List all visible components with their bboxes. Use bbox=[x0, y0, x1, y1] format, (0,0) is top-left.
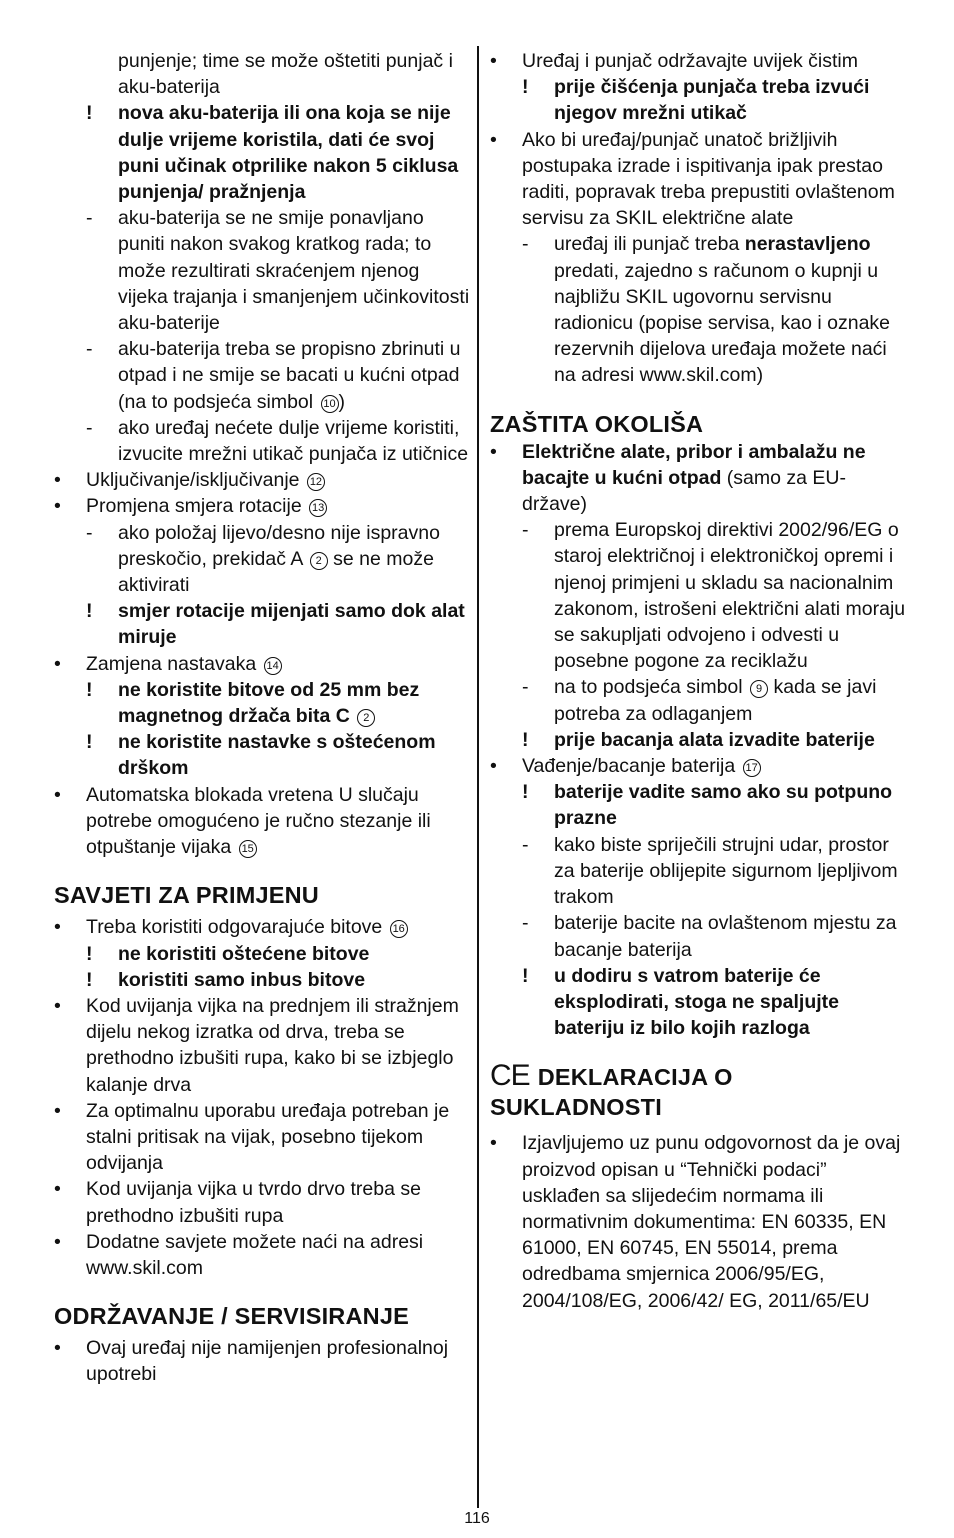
bullet-item: • Treba koristiti odgovarajuće bitove 16 bbox=[54, 914, 474, 940]
ref-number-17: 17 bbox=[743, 759, 761, 777]
column-divider bbox=[477, 46, 479, 1508]
bullet-item: • Dodatne savjete možete naći na adresi www.skil.com bbox=[54, 1230, 424, 1279]
bullet-item: • Promjena smjera rotacije 13 bbox=[54, 493, 474, 519]
ref-number-10: 10 bbox=[321, 395, 339, 413]
page-number: 116 bbox=[464, 1510, 490, 1527]
ref-number-2: 2 bbox=[310, 552, 328, 570]
warning-item: ! baterije vadite samo ako su potpuno prazne bbox=[522, 781, 893, 830]
ref-number-9: 9 bbox=[750, 680, 768, 698]
bullet-item: • Vađenje/bacanje baterija 17 bbox=[490, 753, 910, 779]
warning-item: ! nova aku-baterija ili ona koja se nije dulje vrijeme koristila, dati će svoj puni učinak otprilike nakon 5 ciklusa punjenja/ pražnjenja bbox=[86, 102, 459, 204]
section-heading-odrzavanje: ODRŽAVANJE / SERVISIRANJE bbox=[54, 1303, 409, 1330]
list-item: punjenje; time se može oštetiti punjač i aku-baterija bbox=[118, 50, 453, 99]
left-column bbox=[54, 48, 474, 1388]
warning-item: ! ne koristite nastavke s oštećenom drškom bbox=[86, 731, 436, 780]
bullet-item: • Ovaj uređaj nije namijenjen profesionalnoj upotrebi bbox=[54, 1337, 449, 1386]
ref-number-12: 12 bbox=[307, 473, 325, 491]
list-item: - na to podsjeća simbol 9 kada se javi potreba za odlaganjem bbox=[522, 676, 877, 725]
list-item: - prema Europskoj direktivi 2002/96/EG o staroj električnoj i elektroničkoj opremi i njenoj primjeni u skladu sa nacionalnim zakonom, istrošeni električni alati moraju se sakupljati odvojeno i odvesti u posebne pogone za reciklažu bbox=[522, 519, 906, 673]
warning-item: ! u dodiru s vatrom baterije će eksplodirati, stoga ne spaljujte bateriju iz bilo kojih razloga bbox=[522, 964, 839, 1040]
list-item: - aku-baterija treba se propisno zbrinuti u otpad i ne smije se bacati u kućni otpad (na to podsjeća simbol 10 ) bbox=[86, 338, 461, 413]
list-item: - ako položaj lijevo/desno nije ispravno preskočio, prekidač A 2 se ne može aktivirati bbox=[86, 521, 440, 597]
list-item: - baterije bacite na ovlaštenom mjestu za bacanje baterija bbox=[522, 912, 897, 961]
ref-number-13: 13 bbox=[309, 499, 327, 517]
bullet-item: • Izjavljujemo uz punu odgovornost da je ovaj proizvod opisan u “Tehnički podaci” usklađen sa slijedećim normama ili normativnim dokumentima: EN 60335, EN 61000, EN 60745, EN 55014, prema odredbama smjernica 2006/95/EG, 2004/108/EG, 2006/42/ EG, 2011/65/EU bbox=[490, 1132, 901, 1312]
warning-item: ! ne koristiti oštećene bitove bbox=[86, 942, 370, 965]
section-heading-zastita: ZAŠTITA OKOLIŠA bbox=[490, 410, 704, 437]
bullet-item: • Uključivanje/isključivanje 12 bbox=[54, 467, 474, 493]
bullet-item: • Automatska blokada vretena U slučaju potrebe omogućeno je ručno stezanje ili otpuštanje vijaka 15 bbox=[54, 783, 431, 859]
right-column bbox=[490, 48, 910, 1314]
list-item: - ako uređaj nećete dulje vrijeme koristiti, izvucite mrežni utikač punjača iz utičnice bbox=[86, 416, 469, 466]
ref-number-15: 15 bbox=[239, 840, 257, 858]
list-item: - uređaj ili punjač treba nerastavljeno predati, zajedno s računom o kupnji u najbližu SKIL ugovornu servisnu radionicu (popise servisa, kao i oznake rezervnih dijelova uređaja možete naći na adresi www.skil.com) bbox=[522, 233, 891, 387]
ref-number-16: 16 bbox=[390, 920, 408, 938]
ref-number-14: 14 bbox=[264, 657, 282, 675]
list-item: - aku-baterija se ne smije ponavljano puniti nakon svakog kratkog rada; to može rezultirati skraćenjem njenog vijeka trajanja i smanjenjem učinkovitosti aku-baterije bbox=[86, 207, 470, 335]
list-item: - kako biste spriječili strujni udar, prostor za baterije oblijepite sigurnom ljepljivom trakom bbox=[522, 833, 898, 909]
bullet-item: • Kod uvijanja vijka na prednjem ili stražnjem dijelu nekog izratka od drva, treba se prethodno izbušiti rupa, kako bi se izbjeglo kalanje drva bbox=[54, 994, 459, 1096]
ce-mark-icon: CE bbox=[490, 1059, 530, 1093]
warning-item: ! ne koristite bitove od 25 mm bez magnetnog držača bita C 2 bbox=[86, 678, 420, 728]
bullet-item: • Električne alate, pribor i ambalažu ne bacajte u kućni otpad (samo za EU-države) bbox=[490, 440, 866, 516]
bullet-item: • Za optimalnu uporabu uređaja potreban je stalni pritisak na vijak, posebno tijekom odvijanja bbox=[54, 1099, 450, 1175]
warning-item: ! smjer rotacije mijenjati samo dok alat miruje bbox=[86, 600, 465, 649]
bullet-item: • Ako bi uređaj/punjač unatoč brižljivih postupaka izrade i ispitivanja ipak prestao raditi, popravak treba prepustiti ovlaštenom servisu za SKIL električne alate bbox=[490, 128, 895, 230]
ref-number-2: 2 bbox=[357, 709, 375, 727]
section-heading-savjeti: SAVJETI ZA PRIMJENU bbox=[54, 882, 319, 909]
warning-item: ! prije čišćenja punjača treba izvući njegov mrežni utikač bbox=[522, 76, 870, 125]
bullet-item: • Zamjena nastavaka 14 bbox=[54, 651, 474, 677]
section-heading-deklaracija: CE DEKLARACIJA O SUKLADNOSTI bbox=[490, 1059, 733, 1121]
bullet-item: • Uređaj i punjač održavajte uvijek čistim bbox=[490, 50, 858, 72]
warning-item: ! koristiti samo inbus bitove bbox=[86, 968, 366, 991]
warning-item: ! prije bacanja alata izvadite baterije bbox=[522, 728, 875, 751]
bullet-item: • Kod uvijanja vijka u tvrdo drvo treba se prethodno izbušiti rupa bbox=[54, 1178, 421, 1227]
